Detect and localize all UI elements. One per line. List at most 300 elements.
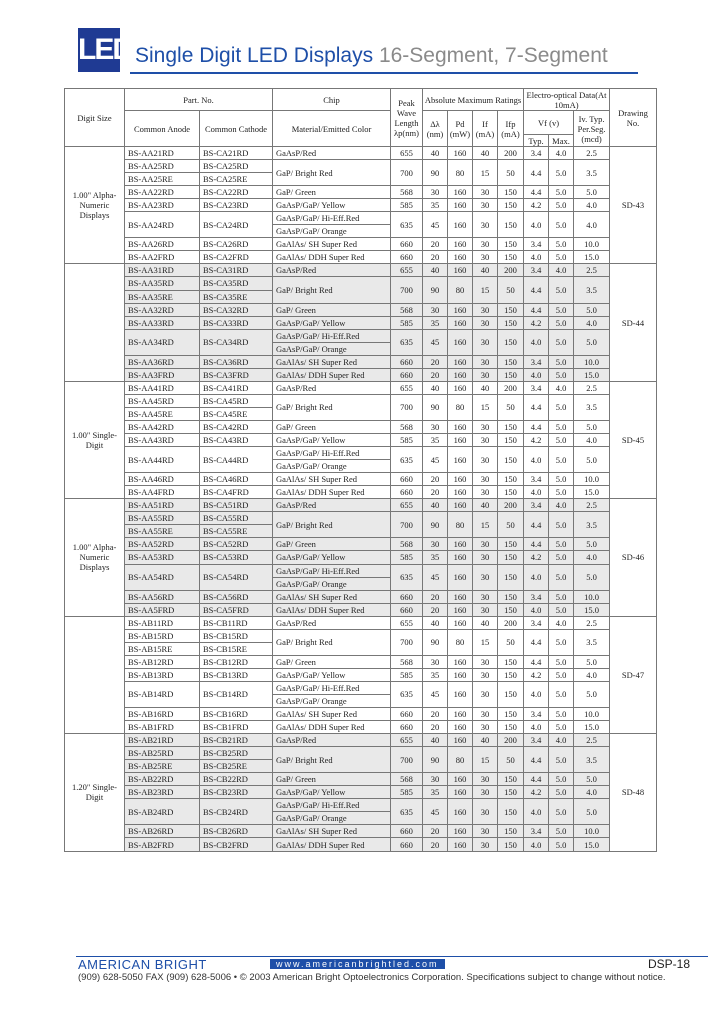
value-pd: 160 xyxy=(448,264,473,277)
value-max: 5.0 xyxy=(549,603,574,616)
header-iv: Iv. Typ. Per.Seg. (mcd) xyxy=(574,111,610,147)
value-max: 5.0 xyxy=(549,160,574,186)
value-peak: 660 xyxy=(391,355,423,368)
header-peak: Peak Wave Length λp(nm) xyxy=(391,89,423,147)
value-typ: 4.0 xyxy=(524,681,549,707)
material-cell: GaAsP/Red xyxy=(273,734,391,747)
value-peak: 660 xyxy=(391,238,423,251)
value-typ: 4.0 xyxy=(524,329,549,355)
part-common-cathode: BS-CA45RD xyxy=(200,394,273,407)
value-pd: 160 xyxy=(448,473,473,486)
part-common-cathode: BS-CB21RD xyxy=(200,734,273,747)
value-if: 30 xyxy=(473,773,498,786)
value-typ: 3.4 xyxy=(524,734,549,747)
value-iv: 5.0 xyxy=(574,538,610,551)
material-cell: GaAsP/GaP/ Hi-Eff.Red xyxy=(273,799,391,812)
value-pd: 160 xyxy=(448,786,473,799)
table-row xyxy=(65,420,657,433)
title-sub: 16-Segment, 7-Segment xyxy=(373,44,608,67)
value-ifp: 150 xyxy=(498,538,524,551)
value-ifp: 200 xyxy=(498,616,524,629)
material-cell: GaAsP/Red xyxy=(273,499,391,512)
value-iv: 15.0 xyxy=(574,251,610,264)
value-if: 40 xyxy=(473,616,498,629)
value-typ: 4.4 xyxy=(524,629,549,655)
value-iv: 5.0 xyxy=(574,329,610,355)
part-common-cathode: BS-CA53RD xyxy=(200,551,273,564)
material-cell: GaP/ Green xyxy=(273,420,391,433)
value-max: 5.0 xyxy=(549,368,574,381)
value-pd: 160 xyxy=(448,773,473,786)
value-if: 40 xyxy=(473,499,498,512)
value-peak: 635 xyxy=(391,329,423,355)
value-ifp: 150 xyxy=(498,773,524,786)
value-max: 5.0 xyxy=(549,786,574,799)
value-iv: 2.5 xyxy=(574,264,610,277)
material-cell: GaAlAs/ SH Super Red xyxy=(273,355,391,368)
value-max: 4.0 xyxy=(549,616,574,629)
value-max: 4.0 xyxy=(549,499,574,512)
value-dl: 40 xyxy=(423,734,448,747)
value-pd: 160 xyxy=(448,655,473,668)
table-row xyxy=(65,668,657,681)
value-peak: 660 xyxy=(391,708,423,721)
part-common-anode: BS-AB12RD xyxy=(125,655,200,668)
part-common-anode: BS-AA23RD xyxy=(125,199,200,212)
table-row xyxy=(65,603,657,616)
header-abs-max: Absolute Maximum Ratings xyxy=(423,89,524,111)
part-common-cathode: BS-CB25RD xyxy=(200,747,273,760)
value-dl: 45 xyxy=(423,681,448,707)
value-max: 5.0 xyxy=(549,590,574,603)
value-max: 4.0 xyxy=(549,734,574,747)
value-ifp: 150 xyxy=(498,786,524,799)
value-typ: 4.2 xyxy=(524,551,549,564)
value-ifp: 150 xyxy=(498,238,524,251)
value-ifp: 50 xyxy=(498,512,524,538)
value-max: 5.0 xyxy=(549,447,574,473)
value-dl: 90 xyxy=(423,394,448,420)
value-dl: 20 xyxy=(423,838,448,851)
value-ifp: 50 xyxy=(498,747,524,773)
part-common-cathode: BS-CA35RE xyxy=(200,290,273,303)
part-common-cathode: BS-CB22RD xyxy=(200,773,273,786)
material-cell: GaAsP/GaP/ Yellow xyxy=(273,434,391,447)
material-cell: GaAsP/GaP/ Yellow xyxy=(273,668,391,681)
value-ifp: 150 xyxy=(498,668,524,681)
value-max: 5.0 xyxy=(549,512,574,538)
header-vf: Vf (v) xyxy=(524,111,574,135)
value-peak: 655 xyxy=(391,734,423,747)
value-max: 5.0 xyxy=(549,564,574,590)
value-ifp: 150 xyxy=(498,486,524,499)
value-iv: 10.0 xyxy=(574,825,610,838)
part-common-cathode: BS-CA34RD xyxy=(200,329,273,355)
value-max: 5.0 xyxy=(549,799,574,825)
value-iv: 10.0 xyxy=(574,238,610,251)
value-if: 15 xyxy=(473,629,498,655)
value-pd: 160 xyxy=(448,551,473,564)
value-pd: 160 xyxy=(448,303,473,316)
digit-size-cell: 1.00" Alpha-Numeric Displays xyxy=(65,147,125,264)
part-common-cathode: BS-CA35RD xyxy=(200,277,273,290)
part-common-cathode: BS-CB25RE xyxy=(200,760,273,773)
value-pd: 160 xyxy=(448,355,473,368)
value-dl: 20 xyxy=(423,603,448,616)
table-row xyxy=(65,199,657,212)
part-common-anode: BS-AA33RD xyxy=(125,316,200,329)
value-max: 5.0 xyxy=(549,355,574,368)
value-if: 30 xyxy=(473,329,498,355)
material-cell: GaAsP/GaP/ Hi-Eff.Red xyxy=(273,564,391,577)
value-ifp: 150 xyxy=(498,721,524,734)
material-cell: GaAlAs/ SH Super Red xyxy=(273,238,391,251)
value-ifp: 50 xyxy=(498,394,524,420)
material-cell: GaAsP/GaP/ Orange xyxy=(273,577,391,590)
value-iv: 3.5 xyxy=(574,512,610,538)
value-typ: 4.4 xyxy=(524,394,549,420)
table-row xyxy=(65,734,657,747)
value-pd: 160 xyxy=(448,681,473,707)
value-iv: 15.0 xyxy=(574,721,610,734)
part-common-cathode: BS-CA21RD xyxy=(200,147,273,160)
value-iv: 5.0 xyxy=(574,773,610,786)
value-dl: 45 xyxy=(423,212,448,238)
value-max: 5.0 xyxy=(549,773,574,786)
material-cell: GaAsP/GaP/ Yellow xyxy=(273,316,391,329)
value-dl: 40 xyxy=(423,381,448,394)
table-row xyxy=(65,838,657,851)
value-typ: 3.4 xyxy=(524,616,549,629)
value-typ: 4.4 xyxy=(524,160,549,186)
material-cell: GaAlAs/ DDH Super Red xyxy=(273,251,391,264)
value-typ: 4.4 xyxy=(524,420,549,433)
value-ifp: 150 xyxy=(498,251,524,264)
value-typ: 3.4 xyxy=(524,147,549,160)
value-dl: 45 xyxy=(423,799,448,825)
part-common-anode: BS-AA41RD xyxy=(125,381,200,394)
part-common-anode: BS-AB15RD xyxy=(125,629,200,642)
value-peak: 585 xyxy=(391,316,423,329)
value-iv: 10.0 xyxy=(574,355,610,368)
part-common-anode: BS-AA31RD xyxy=(125,264,200,277)
value-max: 5.0 xyxy=(549,303,574,316)
material-cell: GaP/ Green xyxy=(273,655,391,668)
value-pd: 160 xyxy=(448,238,473,251)
part-common-anode: BS-AA52RD xyxy=(125,538,200,551)
value-typ: 4.0 xyxy=(524,564,549,590)
value-if: 30 xyxy=(473,655,498,668)
value-peak: 660 xyxy=(391,825,423,838)
value-pd: 160 xyxy=(448,564,473,590)
value-ifp: 150 xyxy=(498,434,524,447)
part-common-cathode: BS-CA23RD xyxy=(200,199,273,212)
value-dl: 20 xyxy=(423,590,448,603)
material-cell: GaAlAs/ DDH Super Red xyxy=(273,603,391,616)
part-common-cathode: BS-CA55RD xyxy=(200,512,273,525)
part-common-anode: BS-AA44RD xyxy=(125,447,200,473)
value-ifp: 150 xyxy=(498,355,524,368)
value-ifp: 150 xyxy=(498,799,524,825)
value-ifp: 150 xyxy=(498,838,524,851)
value-max: 5.0 xyxy=(549,473,574,486)
value-dl: 90 xyxy=(423,277,448,303)
value-pd: 80 xyxy=(448,629,473,655)
value-dl: 40 xyxy=(423,264,448,277)
value-pd: 160 xyxy=(448,668,473,681)
value-pd: 160 xyxy=(448,616,473,629)
table-row xyxy=(65,394,657,407)
value-iv: 15.0 xyxy=(574,486,610,499)
material-cell: GaAsP/GaP/ Hi-Eff.Red xyxy=(273,447,391,460)
value-ifp: 150 xyxy=(498,473,524,486)
value-if: 30 xyxy=(473,721,498,734)
value-peak: 635 xyxy=(391,447,423,473)
material-cell: GaP/ Bright Red xyxy=(273,747,391,773)
value-pd: 80 xyxy=(448,277,473,303)
material-cell: GaP/ Bright Red xyxy=(273,160,391,186)
value-typ: 4.2 xyxy=(524,199,549,212)
part-common-anode: BS-AB15RE xyxy=(125,642,200,655)
table-row xyxy=(65,473,657,486)
drawing-no-cell: SD-45 xyxy=(610,381,657,498)
material-cell: GaAsP/GaP/ Hi-Eff.Red xyxy=(273,329,391,342)
material-cell: GaP/ Green xyxy=(273,538,391,551)
material-cell: GaAsP/Red xyxy=(273,381,391,394)
value-peak: 700 xyxy=(391,277,423,303)
company-logo: LED xyxy=(78,28,120,72)
digit-size-cell xyxy=(65,616,125,733)
header-delta-lambda: Δλ (nm) xyxy=(423,111,448,147)
material-cell: GaAlAs/ SH Super Red xyxy=(273,708,391,721)
value-if: 15 xyxy=(473,277,498,303)
value-pd: 160 xyxy=(448,721,473,734)
value-dl: 20 xyxy=(423,355,448,368)
value-peak: 585 xyxy=(391,434,423,447)
part-common-cathode: BS-CA56RD xyxy=(200,590,273,603)
table-row xyxy=(65,212,657,225)
table-row xyxy=(65,368,657,381)
value-max: 5.0 xyxy=(549,238,574,251)
value-if: 30 xyxy=(473,838,498,851)
material-cell: GaP/ Green xyxy=(273,773,391,786)
part-common-anode: BS-AA55RD xyxy=(125,512,200,525)
value-max: 5.0 xyxy=(549,420,574,433)
value-pd: 160 xyxy=(448,420,473,433)
value-iv: 5.0 xyxy=(574,420,610,433)
value-typ: 4.0 xyxy=(524,212,549,238)
material-cell: GaP/ Bright Red xyxy=(273,277,391,303)
value-dl: 30 xyxy=(423,420,448,433)
part-common-cathode: BS-CA44RD xyxy=(200,447,273,473)
value-dl: 30 xyxy=(423,538,448,551)
value-max: 5.0 xyxy=(549,434,574,447)
table-row xyxy=(65,681,657,694)
value-ifp: 150 xyxy=(498,316,524,329)
part-common-cathode: BS-CA2FRD xyxy=(200,251,273,264)
value-pd: 80 xyxy=(448,394,473,420)
material-cell: GaP/ Bright Red xyxy=(273,394,391,420)
value-if: 40 xyxy=(473,381,498,394)
value-max: 5.0 xyxy=(549,538,574,551)
value-if: 30 xyxy=(473,668,498,681)
value-if: 30 xyxy=(473,564,498,590)
value-pd: 160 xyxy=(448,603,473,616)
table-row xyxy=(65,799,657,812)
value-typ: 4.0 xyxy=(524,799,549,825)
value-typ: 3.4 xyxy=(524,473,549,486)
part-common-cathode: BS-CA45RE xyxy=(200,407,273,420)
value-if: 40 xyxy=(473,264,498,277)
part-common-anode: BS-AB26RD xyxy=(125,825,200,838)
value-ifp: 150 xyxy=(498,708,524,721)
value-peak: 568 xyxy=(391,186,423,199)
part-common-anode: BS-AB11RD xyxy=(125,616,200,629)
value-dl: 30 xyxy=(423,655,448,668)
table-row xyxy=(65,538,657,551)
part-common-anode: BS-AB14RD xyxy=(125,681,200,707)
title-rule xyxy=(130,72,638,74)
value-peak: 660 xyxy=(391,838,423,851)
table-row xyxy=(65,655,657,668)
table-row xyxy=(65,551,657,564)
part-common-cathode: BS-CA32RD xyxy=(200,303,273,316)
value-if: 30 xyxy=(473,316,498,329)
header-common-cathode: Common Cathode xyxy=(200,111,273,147)
material-cell: GaAsP/GaP/ Orange xyxy=(273,460,391,473)
part-common-cathode: BS-CB11RD xyxy=(200,616,273,629)
value-dl: 20 xyxy=(423,251,448,264)
value-peak: 655 xyxy=(391,616,423,629)
table-row xyxy=(65,355,657,368)
value-dl: 40 xyxy=(423,616,448,629)
value-if: 30 xyxy=(473,199,498,212)
part-common-anode: BS-AA35RD xyxy=(125,277,200,290)
value-typ: 4.2 xyxy=(524,786,549,799)
value-typ: 4.4 xyxy=(524,747,549,773)
value-typ: 4.0 xyxy=(524,251,549,264)
value-max: 5.0 xyxy=(549,394,574,420)
part-common-anode: BS-AA25RD xyxy=(125,160,200,173)
part-common-cathode: BS-CB26RD xyxy=(200,825,273,838)
value-if: 30 xyxy=(473,799,498,825)
value-peak: 700 xyxy=(391,394,423,420)
value-max: 4.0 xyxy=(549,381,574,394)
part-common-anode: BS-AA45RD xyxy=(125,394,200,407)
value-if: 30 xyxy=(473,708,498,721)
drawing-no-cell: SD-43 xyxy=(610,147,657,264)
value-pd: 160 xyxy=(448,734,473,747)
footer-website[interactable]: www.americanbrightled.com xyxy=(270,959,445,969)
part-common-cathode: BS-CB15RD xyxy=(200,629,273,642)
value-max: 5.0 xyxy=(549,825,574,838)
part-common-anode: BS-AB22RD xyxy=(125,773,200,786)
material-cell: GaP/ Green xyxy=(273,303,391,316)
part-common-anode: BS-AB24RD xyxy=(125,799,200,825)
value-if: 30 xyxy=(473,238,498,251)
part-common-anode: BS-AA53RD xyxy=(125,551,200,564)
value-iv: 15.0 xyxy=(574,603,610,616)
value-typ: 3.4 xyxy=(524,708,549,721)
part-common-anode: BS-AA24RD xyxy=(125,212,200,238)
value-ifp: 150 xyxy=(498,603,524,616)
part-common-anode: BS-AB1FRD xyxy=(125,721,200,734)
value-max: 5.0 xyxy=(549,186,574,199)
value-peak: 660 xyxy=(391,590,423,603)
value-max: 5.0 xyxy=(549,708,574,721)
value-ifp: 150 xyxy=(498,420,524,433)
value-if: 30 xyxy=(473,212,498,238)
value-ifp: 150 xyxy=(498,655,524,668)
part-common-cathode: BS-CA4FRD xyxy=(200,486,273,499)
material-cell: GaAlAs/ SH Super Red xyxy=(273,473,391,486)
part-common-cathode: BS-CA41RD xyxy=(200,381,273,394)
value-ifp: 50 xyxy=(498,160,524,186)
material-cell: GaAsP/GaP/ Orange xyxy=(273,812,391,825)
value-if: 30 xyxy=(473,355,498,368)
value-ifp: 150 xyxy=(498,447,524,473)
value-iv: 2.5 xyxy=(574,616,610,629)
value-dl: 90 xyxy=(423,747,448,773)
value-dl: 35 xyxy=(423,316,448,329)
table-row xyxy=(65,251,657,264)
table-row xyxy=(65,186,657,199)
value-if: 30 xyxy=(473,590,498,603)
value-peak: 635 xyxy=(391,799,423,825)
part-common-cathode: BS-CA26RD xyxy=(200,238,273,251)
value-peak: 568 xyxy=(391,420,423,433)
value-typ: 3.4 xyxy=(524,499,549,512)
value-ifp: 150 xyxy=(498,564,524,590)
part-common-cathode: BS-CA43RD xyxy=(200,434,273,447)
part-common-anode: BS-AB2FRD xyxy=(125,838,200,851)
table-row xyxy=(65,616,657,629)
value-dl: 40 xyxy=(423,147,448,160)
digit-size-cell: 1.00" Alpha-Numeric Displays xyxy=(65,499,125,616)
footer-contact: (909) 628-5050 FAX (909) 628-5006 • © 2003 American Bright Optoelectronics Corporation. Specifications subject to change without notice. xyxy=(78,972,666,983)
material-cell: GaAlAs/ SH Super Red xyxy=(273,825,391,838)
part-common-cathode: BS-CA25RE xyxy=(200,173,273,186)
value-typ: 3.4 xyxy=(524,355,549,368)
part-common-anode: BS-AB13RD xyxy=(125,668,200,681)
value-dl: 90 xyxy=(423,629,448,655)
value-ifp: 150 xyxy=(498,551,524,564)
table-row xyxy=(65,277,657,290)
table-row xyxy=(65,329,657,342)
value-dl: 30 xyxy=(423,186,448,199)
value-if: 40 xyxy=(473,734,498,747)
part-common-anode: BS-AA25RE xyxy=(125,173,200,186)
value-dl: 30 xyxy=(423,773,448,786)
material-cell: GaAlAs/ DDH Super Red xyxy=(273,486,391,499)
material-cell: GaAsP/GaP/ Hi-Eff.Red xyxy=(273,681,391,694)
value-if: 30 xyxy=(473,786,498,799)
header-electro-optical: Electro-optical Data(At 10mA) xyxy=(524,89,610,111)
value-ifp: 150 xyxy=(498,199,524,212)
table-row xyxy=(65,564,657,577)
material-cell: GaP/ Green xyxy=(273,186,391,199)
value-ifp: 200 xyxy=(498,264,524,277)
value-peak: 660 xyxy=(391,603,423,616)
value-if: 30 xyxy=(473,186,498,199)
digit-size-cell xyxy=(65,264,125,381)
value-peak: 700 xyxy=(391,160,423,186)
value-typ: 3.4 xyxy=(524,590,549,603)
value-dl: 35 xyxy=(423,668,448,681)
table-row xyxy=(65,786,657,799)
part-common-anode: BS-AA55RE xyxy=(125,525,200,538)
value-peak: 585 xyxy=(391,551,423,564)
